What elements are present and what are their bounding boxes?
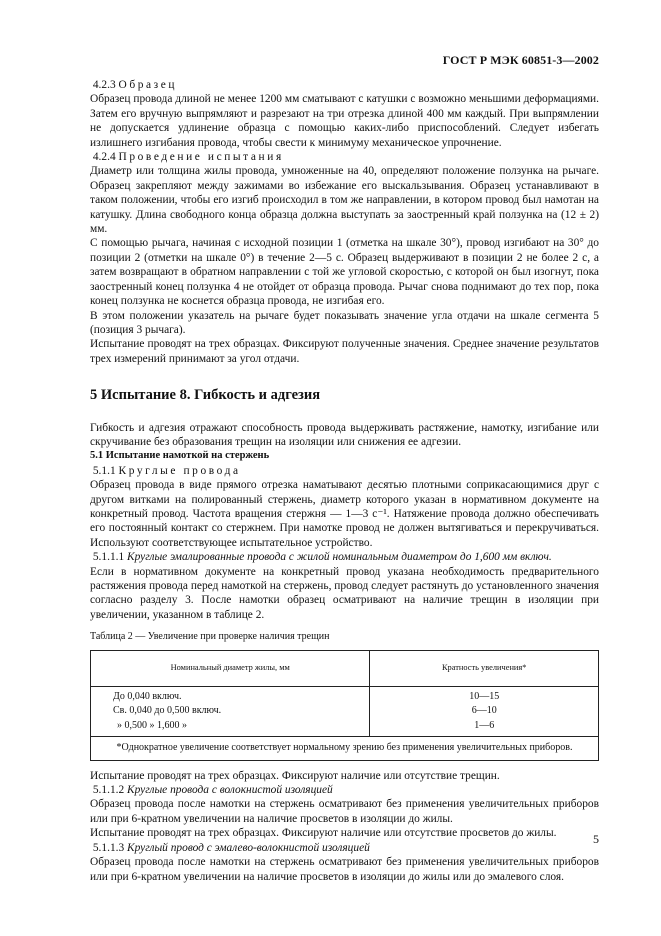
paragraph: Образец провода в виде прямого отрезка наматывают десятью плотными соприкасающимися друг с другом витками на полированный стержень, диаметр которого указан в нормативном документе на конкретный провод. Частота вращения стержня — 1—3 с⁻¹. Натяжение провода должно обеспечивать его постоянный контакт со стержнем. При намотке провод не должен вытягиваться и перекручиваться. Используют соответствующее испытательное устройство. xyxy=(90,479,599,549)
table-header-row xyxy=(91,650,599,686)
clause-heading: Круглые провода с волокнистой изоляцией xyxy=(127,784,333,797)
paragraph: Образец провода длиной не менее 1200 мм сматывают с катушки с возможно меньшими деформациями. Затем его вручную выпрямляют и разрезают на три отрезка длиной 400 мм каждый. При выпрямлении не допускается удлинение образца с помощью каких-либо приспособлений. Следует избегать излишнего изгибания провода, чтобы свести к минимуму механическое упрочнение. xyxy=(90,93,599,149)
paragraph: Образец провода после намотки на стержень осматривают без применения увеличительных приборов или при 6-кратном увеличении на наличие просветов в изоляции до жилы или до эмалевого слоя. xyxy=(90,856,599,883)
subsection-heading: 5.1 Испытание намоткой на стержень xyxy=(90,450,270,462)
clause-heading: Круглый провод с эмалево-волокнистой изоляцией xyxy=(127,841,370,854)
magnification-table xyxy=(90,650,599,761)
clause-5-1-1-1-title xyxy=(90,550,599,564)
clause-4-2-3-title xyxy=(90,78,599,92)
table-caption: Таблица 2 — Увеличение при проверке наличия трещин xyxy=(90,631,330,643)
table-cell-line: Св. 0,040 до 0,500 включ. xyxy=(113,705,222,717)
paragraph: Испытание проводят на трех образцах. Фиксируют наличие или отсутствие трещин. xyxy=(90,769,500,782)
clause-heading: Образец xyxy=(118,79,178,91)
paragraph: С помощью рычага, начиная с исходной позиции 1 (отметка на шкале 30°), провод изгибают на 30° до позиции 2 (отметки на шкале 0°) в течение 2—5 с. Образец выдерживают в позиции 2 не более 2 с, а затем возвращают в обратном направлении с той же угловой скоростью, с которой он был изогнут, пока заостренный конец ползунка 4 не отойдет от образца провода. Рычаг снова поднимают до тех пор, пока конец ползунка не коснется образца провода, не изгибая его. xyxy=(90,237,599,308)
paragraph: Если в нормативном документе на конкретный провод указана необходимость предварительного растяжения провода перед намоткой на стержень, провод следует растянуть до установленного значения согласно разделу 3. После намотки образец осматривают на наличие трещин в изоляции при увеличении, указанном в таблице 2. xyxy=(90,565,599,621)
paragraph: В этом положении указатель на рычаге будет показывать значение угла отдачи на шкале сегмента 5 (позиция 3 рычага). xyxy=(90,309,599,336)
paragraph: Гибкость и адгезия отражают способность провода выдерживать растяжение, намотку, изгибание или скручивание без образования трещин на изоляции или снижения ее адгезии. xyxy=(90,421,599,448)
table-cell-line: 10—15 xyxy=(469,691,500,703)
clause-heading: Круглые провода xyxy=(118,464,241,477)
clause-number: 4.2.3 xyxy=(92,79,116,91)
paragraph: Диаметр или толщина жилы провода, умноженные на 40, определяют положение ползунка на рычаге. Образец закрепляют между зажимами во избежание его выскальзывания. Образец устанавливают в таком положении, чтобы его изгиб происходил в том же направлении, в котором провод был намотан на катушку. Длина свободного конца образца должна выступать за заостренный край ползунка на (12 ± 2) мм. xyxy=(90,165,599,236)
section-heading: 5 Испытание 8. Гибкость и адгезия xyxy=(90,387,321,404)
table-row xyxy=(91,687,599,737)
paragraph: Образец провода после намотки на стержень осматривают без применения увеличительных приборов или при 6-кратном увеличении на наличие просветов в изоляции до жилы. xyxy=(90,798,599,825)
clause-heading: Проведение испытания xyxy=(118,151,284,164)
diameter-cell xyxy=(91,687,370,737)
clause-number: 5.1.1.2 xyxy=(92,784,125,797)
clause-5-1-1-title xyxy=(90,464,599,478)
table-note: *Однократное увеличение соответствует нормальному зрению без применения увеличительных приборов. xyxy=(91,737,599,760)
table-note-row xyxy=(91,737,599,760)
clause-number: 5.1.1.1 xyxy=(92,551,125,564)
table-cell-line: » 0,500 » 1,600 » xyxy=(117,719,187,731)
clause-5-1-1-2-title xyxy=(90,783,599,797)
clause-4-2-4-title xyxy=(90,150,599,164)
clause-heading: Круглые эмалированные провода с жилой номинальным диаметром до 1,600 мм включ. xyxy=(127,551,552,564)
page-number: 5 xyxy=(593,832,599,846)
clause-number: 5.1.1 xyxy=(92,464,116,477)
page-content xyxy=(90,78,599,884)
clause-number: 4.2.4 xyxy=(92,151,116,164)
paragraph: Испытание проводят на трех образцах. Фиксируют полученные значения. Среднее значение результатов трех измерений принимают за угол отдачи. xyxy=(90,338,599,365)
clause-number: 5.1.1.3 xyxy=(92,841,125,854)
table-header-cell: Номинальный диаметр жилы, мм xyxy=(91,650,370,686)
table-cell-line: 6—10 xyxy=(471,705,497,717)
clause-5-1-1-3-title xyxy=(90,841,599,855)
table-cell-line: 1—6 xyxy=(474,719,495,731)
paragraph: Испытание проводят на трех образцах. Фиксируют наличие или отсутствие просветов до жилы. xyxy=(90,827,557,840)
document-header: ГОСТ Р МЭК 60851-3—2002 xyxy=(442,53,599,67)
table-header-cell: Кратность увеличения* xyxy=(370,650,599,686)
table-cell-line: До 0,040 включ. xyxy=(113,691,182,703)
magnification-cell xyxy=(370,687,599,737)
